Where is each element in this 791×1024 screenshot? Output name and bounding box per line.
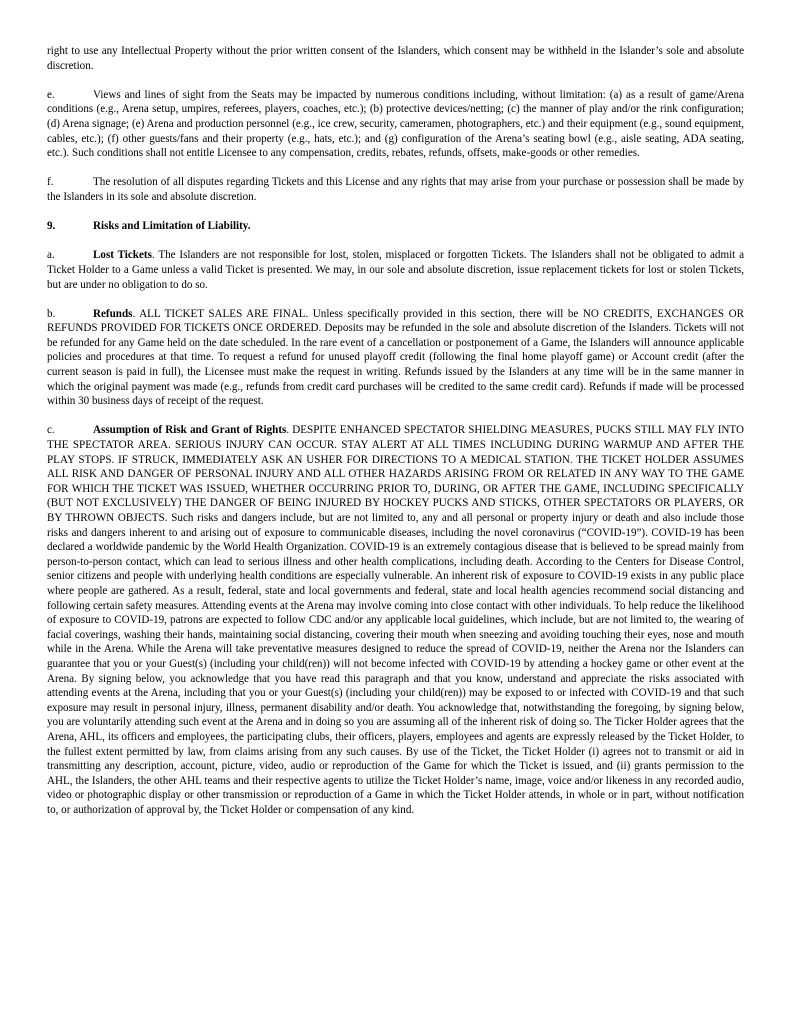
paragraph-a-heading: Lost Tickets <box>93 249 152 262</box>
paragraph-c-text: . DESPITE ENHANCED SPECTATOR SHIELDING MEASURES, PUCKS STILL MAY FLY INTO THE SPECTATOR AREA. SERIOUS INJURY CAN OCCUR. STAY ALERT AT ALL TIMES INCLUDING DURING WARMUP AND AFTER THE PLAY STOPS. IF STRUCK, IMMEDIATELY ASK AN USHER FOR DIRECTIONS TO A MEDICAL STATION. THE TICKET HOLDER ASSUMES ALL RISK AND DANGER OF PERSONAL INJURY AND ALL OTHER HAZARDS ARISING FROM OR RELATED IN ANY WAY TO THE GAME FOR WHICH THE TICKET WAS ISSUED, WHETHER OCCURRING PRIOR TO, DURING, OR AFTER THE GAME, INCLUDING SPECIFICALLY (BUT NOT EXCLUSIVELY) THE DANGER OF BEING INJURED BY HOCKEY PUCKS AND STICKS, OTHER SPECTATORS OR PLAYERS, OR BY THROWN OBJECTS. Such risks and dangers include, but are not limited to, any and all personal or property injury or death and also include those risks and dangers inherent to and arising out of exposure to communicable diseases, including the novel coronavirus (“COVID-19”). COVID-19 has been declared a worldwide pandemic by the World Health Organization. COVID-19 is an extremely contagious disease that is believed to be spread mainly from person-to-person contact, which can lead to serious illness and other health complications, including death. According to the Centers for Disease Control, senior citizens and people with underlying health conditions are especially vulnerable. An inherent risk of exposure to COVID-19 exists in any public place where people are gathered. As a result, federal, state and local governments and federal, state and local health agencies recommend social distancing and following certain safety measures. Attending events at the Arena may involve coming into close contact with other individuals. To help reduce the likelihood of exposure to COVID-19, patrons are expected to follow CDC and/or any applicable local guidelines, which include, but are not limited to, the wearing of facial coverings, washing their hands, maintaining social distancing, covering their mouth when sneezing and avoiding touching their eyes, nose and mouth while in the Arena. While the Arena will take preventative measures designed to reduce the spread of COVID-19, neither the Arena nor the Islanders can guarantee that you or your Guest(s) (including your child(ren)) will not become infected with COVID-19 by attending a hockey game or other event at the Arena. By signing below, you acknowledge that you have read this paragraph and that you know, understand and appreciate the risks associated with attending events at the Arena, including that you or your Guest(s) (including your child(ren)) may be exposed to or infected with COVID-19 and that such exposure may result in personal injury, illness, permanent disability and/or death. You acknowledge that, notwithstanding the foregoing, by signing below, you are voluntarily attending such event at the Arena and in doing so you are assuming all of the inherent risk of doing so. The Ticker Holder agrees that the Arena, AHL, its officers and employees, the participating clubs, their officers, players, employees and agents are expressly released by the Ticket Holder, to the fullest extent permitted by law, from claims arising from any such causes. By use of the Ticket, the Ticket Holder (i) agrees not to transmit or aid in transmitting any description, account, picture, video, audio or reproduction of the Game for which the Ticket is issued, and (ii) grants permission to the AHL, the Islanders, the other AHL teams and their respective agents to utilize the Ticket Holder’s name, image, voice and/or likeness in any recorded audio, video or photographic display or other transmission or reproduction of a Game in which the Ticket Holder attends, in whole or in part, without notification to, or authorization of approval by, the Ticket Holder or compensation of any kind. <box>47 424 744 816</box>
document-page <box>47 44 744 832</box>
paragraph-a-label: a. <box>47 249 55 262</box>
paragraph-b <box>47 307 744 409</box>
continuation-paragraph <box>47 44 744 73</box>
paragraph-b-text: . ALL TICKET SALES ARE FINAL. Unless specifically provided in this section, there will be NO CREDITS, EXCHANGES OR REFUNDS PROVIDED FOR TICKETS ONCE ORDERED. Deposits may be refunded in the sole and absolute discretion of the Islanders. Tickets will not be refunded for any Game held on the date scheduled. In the rare event of a cancellation or postponement of a Game, the Islanders will announce applicable policies and procedures at that time. To request a refund for unused playoff credit (following the final home playoff game) or Account credit (after the current season is paid in full), the Licensee must make the request in writing. Refunds issued by the Islanders at any time will be in the same manner in which the original payment was made (e.g., refunds from credit card purchases will be credited to the same credit card). Refunds if made will be processed within 30 business days of receipt of the request. <box>47 307 744 408</box>
paragraph-a <box>47 248 744 292</box>
paragraph-c <box>47 423 744 817</box>
paragraph-c-heading: Assumption of Risk and Grant of Rights <box>93 424 287 437</box>
paragraph-e <box>47 88 744 161</box>
paragraph-c-label: c. <box>47 424 55 437</box>
paragraph-e-label: e. <box>47 88 55 101</box>
paragraph-b-label: b. <box>47 307 56 320</box>
paragraph-f <box>47 175 744 204</box>
section-9-heading <box>47 219 744 234</box>
paragraph-a-text: . The Islanders are not responsible for lost, stolen, misplaced or forgotten Tickets. The Islanders shall not be obligated to admit a Ticket Holder to a Game unless a valid Ticket is presented. We may, in our sole and absolute discretion, issue replacement tickets for lost or stolen Tickets, but are under no obligation to do so. <box>47 249 744 291</box>
paragraph-f-label: f. <box>47 176 54 189</box>
paragraph-b-heading: Refunds <box>93 307 133 320</box>
section-9-title: Risks and Limitation of Liability. <box>93 220 251 233</box>
continuation-text: right to use any Intellectual Property without the prior written consent of the Islanders, which consent may be withheld in the Islander’s sole and absolute discretion. <box>47 45 744 72</box>
paragraph-f-text: The resolution of all disputes regarding Tickets and this License and any rights that may arise from your purchase or possession shall be made by the Islanders in its sole and absolute discretion. <box>47 176 744 203</box>
section-9-number: 9. <box>47 220 56 233</box>
paragraph-e-text: Views and lines of sight from the Seats may be impacted by numerous conditions including, without limitation: (a) as a result of game/Arena conditions (e.g., Arena setup, umpires, referees, players, coaches, etc.); (b) protective devices/netting; (c) the manner of play and/or the rink configuration; (d) Arena signage; (e) Arena and production personnel (e.g., ice crew, security, cameramen, photographers, etc.) and their equipment (e.g., sound equipment, cables, etc.); (f) other guests/fans and their property (e.g., hats, etc.); and (g) configuration of the Arena’s seating bowl (e.g., aisle seating, ADA seating, etc.). Such conditions shall not entitle Licensee to any compensation, credits, rebates, refunds, offsets, make-goods or other remedies. <box>47 88 744 160</box>
